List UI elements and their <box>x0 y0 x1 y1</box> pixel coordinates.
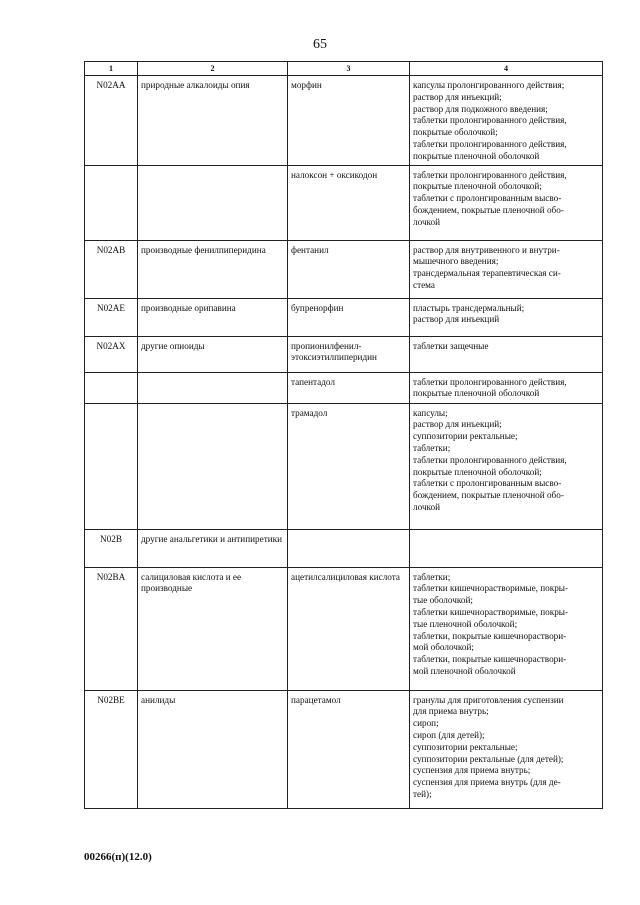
dosage-form-line: таблетки защечные <box>413 340 489 351</box>
dosage-form-line: таблетки пролонгированного действия, <box>413 115 567 126</box>
atc-code-cell: N02AA <box>85 76 138 166</box>
dosage-form-line: раствор для инъекций; <box>413 419 502 430</box>
drug-name-cell: парацетамол <box>288 690 410 808</box>
table-row <box>85 165 603 240</box>
dosage-form-line: для приема внутрь; <box>413 706 489 717</box>
dosage-form-line: трансдермальная терапевтическая си- <box>413 268 561 279</box>
table-header-row <box>85 62 603 76</box>
drug-name-cell: фентанил <box>288 240 410 298</box>
dosage-form-line: лочкой <box>413 501 441 512</box>
dosage-forms-cell <box>410 336 603 372</box>
atc-code-cell <box>85 165 138 240</box>
document-code: 00266(п)(12.0) <box>84 851 152 863</box>
table-row <box>85 336 603 372</box>
dosage-forms-cell <box>410 76 603 166</box>
dosage-form-line: таблетки пролонгированного действия, <box>413 169 567 180</box>
dosage-form-line: таблетки пролонгированного действия, <box>413 376 567 387</box>
dosage-form-line: мой оболочкой; <box>413 642 474 653</box>
dosage-form-line: раствор для подкожного введения; <box>413 103 548 114</box>
group-name-cell: салициловая кислота и ее производные <box>138 567 288 690</box>
dosage-form-line: тые пленочной оболочкой; <box>413 618 518 629</box>
dosage-form-line: суппозитории ректальные (для детей); <box>413 753 564 764</box>
column-header: 4 <box>410 62 603 76</box>
drug-classification-table <box>84 61 603 809</box>
dosage-form-line: покрытые пленочной оболочкой <box>413 388 540 399</box>
table-row <box>85 529 603 567</box>
dosage-form-line: тей); <box>413 788 432 799</box>
atc-code-cell <box>85 403 138 529</box>
dosage-forms-cell <box>410 298 603 336</box>
atc-code-cell: N02AB <box>85 240 138 298</box>
drug-name-cell <box>288 529 410 567</box>
drug-name-cell: морфин <box>288 76 410 166</box>
group-name-cell <box>138 165 288 240</box>
dosage-form-line: суппозитории ректальные; <box>413 431 518 442</box>
dosage-form-line: таблетки кишечнорастворимые, покры- <box>413 583 569 594</box>
dosage-form-line: пластырь трансдермальный; <box>413 302 525 313</box>
dosage-form-line: сироп; <box>413 718 439 729</box>
dosage-form-line: стема <box>413 279 435 290</box>
dosage-form-line: суспензия для приема внутрь; <box>413 765 531 776</box>
group-name-cell: производные фенилпиперидина <box>138 240 288 298</box>
dosage-form-line: покрытые пленочной оболочкой; <box>413 466 542 477</box>
dosage-form-line: капсулы; <box>413 407 448 418</box>
dosage-form-line: мышечного введения; <box>413 256 499 267</box>
dosage-form-line: покрытые оболочкой; <box>413 127 498 138</box>
dosage-form-line: таблетки, покрытые кишечнораствори- <box>413 654 567 665</box>
group-name-cell: другие опиоиды <box>138 336 288 372</box>
table-row <box>85 76 603 166</box>
drug-name-cell: тапентадол <box>288 372 410 403</box>
group-name-cell: другие анальгетики и антипиретики <box>138 529 288 567</box>
dosage-form-line: таблетки, покрытые кишечнораствори- <box>413 630 567 641</box>
dosage-form-line: капсулы пролонгированного действия; <box>413 80 565 90</box>
dosage-forms-cell <box>410 690 603 808</box>
drug-name-cell: бупренорфин <box>288 298 410 336</box>
dosage-forms-cell <box>410 240 603 298</box>
table-row <box>85 403 603 529</box>
atc-code-cell: N02BE <box>85 690 138 808</box>
dosage-forms-cell <box>410 403 603 529</box>
group-name-cell: природные алкалоиды опия <box>138 76 288 166</box>
atc-code-cell: N02AX <box>85 336 138 372</box>
table-row <box>85 690 603 808</box>
column-header: 1 <box>85 62 138 76</box>
dosage-form-line: тые оболочкой; <box>413 595 473 606</box>
dosage-form-line: мой пленочной оболочкой <box>413 665 516 676</box>
atc-code-cell: N02B <box>85 529 138 567</box>
table-row <box>85 372 603 403</box>
atc-code-cell: N02BA <box>85 567 138 690</box>
dosage-form-line: таблетки; <box>413 442 451 453</box>
group-name-cell <box>138 372 288 403</box>
page-number: 65 <box>313 37 327 52</box>
column-header: 3 <box>288 62 410 76</box>
dosage-form-line: раствор для инъекций <box>413 314 500 325</box>
dosage-form-line: сироп (для детей); <box>413 729 485 740</box>
dosage-forms-cell <box>410 567 603 690</box>
dosage-form-line: покрытые пленочной оболочкой; <box>413 181 542 192</box>
dosage-form-line: бождением, покрытые пленочной обо- <box>413 204 564 215</box>
drug-name-cell: налоксон + оксикодон <box>288 165 410 240</box>
dosage-form-line: таблетки с пролонгированным высво- <box>413 193 562 204</box>
dosage-form-line: таблетки с пролонгированным высво- <box>413 478 562 489</box>
table-row <box>85 298 603 336</box>
dosage-form-line: таблетки пролонгированного действия, <box>413 138 567 149</box>
dosage-form-line: раствор для инъекций; <box>413 91 502 102</box>
drug-name-cell: пропионилфенил-этоксиэтилпиперидин <box>288 336 410 372</box>
group-name-cell: производные орипавина <box>138 298 288 336</box>
dosage-form-line: покрытые пленочной оболочкой <box>413 150 540 161</box>
atc-code-cell: N02AE <box>85 298 138 336</box>
dosage-form-line: суспензия для приема внутрь (для де- <box>413 777 561 788</box>
atc-code-cell <box>85 372 138 403</box>
dosage-form-line: таблетки кишечнорастворимые, покры- <box>413 606 569 617</box>
table-row <box>85 567 603 690</box>
dosage-forms-cell <box>410 165 603 240</box>
group-name-cell: анилиды <box>138 690 288 808</box>
dosage-form-line: лочкой <box>413 216 441 227</box>
dosage-form-line: бождением, покрытые пленочной обо- <box>413 490 564 501</box>
dosage-form-line: таблетки; <box>413 571 451 582</box>
dosage-form-line: раствор для внутривенного и внутри- <box>413 244 560 255</box>
drug-name-cell: трамадол <box>288 403 410 529</box>
column-header: 2 <box>138 62 288 76</box>
dosage-form-line: таблетки пролонгированного действия, <box>413 454 567 465</box>
dosage-form-line: суппозитории ректальные; <box>413 741 518 752</box>
dosage-forms-cell <box>410 529 603 567</box>
dosage-forms-cell <box>410 372 603 403</box>
dosage-form-line: гранулы для приготовления суспензии <box>413 694 564 705</box>
table-body <box>85 76 603 809</box>
group-name-cell <box>138 403 288 529</box>
drug-name-cell: ацетилсалициловая кислота <box>288 567 410 690</box>
table-row <box>85 240 603 298</box>
